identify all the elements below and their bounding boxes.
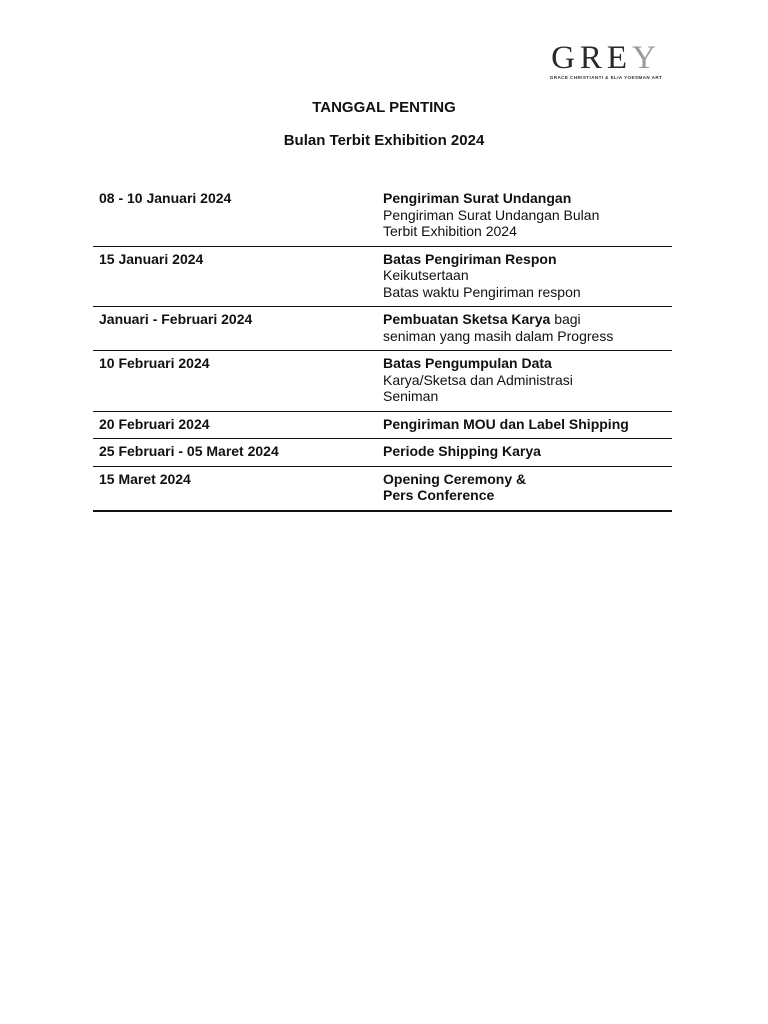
schedule-title: Batas Pengumpulan Data — [383, 355, 552, 371]
schedule-description — [383, 471, 672, 504]
logo-wordmark: GREY — [551, 40, 661, 76]
schedule-detail-line: Seniman — [383, 388, 439, 404]
schedule-description — [383, 443, 672, 460]
schedule-detail-line: Batas waktu Pengiriman respon — [383, 283, 581, 300]
schedule-description — [383, 416, 672, 433]
schedule-date: 15 Maret 2024 — [99, 470, 191, 487]
schedule-inline-text: bagi — [550, 311, 581, 327]
schedule-row — [93, 351, 672, 412]
schedule-date: 15 Januari 2024 — [99, 250, 204, 267]
schedule-detail-line: Karya/Sketsa dan Administrasi — [383, 371, 573, 388]
schedule-row — [93, 186, 672, 247]
schedule-title: Batas Pengiriman Respon — [383, 250, 557, 267]
schedule-title: Pengiriman Surat Undangan — [383, 190, 572, 206]
schedule-title: Periode Shipping Karya — [383, 443, 541, 459]
schedule-title: Pengiriman MOU dan Label Shipping — [383, 415, 629, 432]
schedule-title-continued: Pers Conference — [383, 487, 495, 503]
schedule-description — [383, 251, 672, 301]
schedule-description — [383, 355, 672, 405]
schedule-title: Opening Ceremony & — [383, 470, 527, 487]
schedule-date: 08 - 10 Januari 2024 — [99, 190, 232, 206]
schedule-detail-line: Terbit Exhibition 2024 — [383, 223, 517, 239]
schedule-detail-line: Pengiriman Surat Undangan Bulan — [383, 206, 600, 223]
schedule-row — [93, 439, 672, 467]
logo-tagline: GRACE CHRISTIANTI & ELIA YOESMAN ART — [549, 75, 663, 80]
schedule-table — [93, 186, 672, 512]
schedule-row — [93, 247, 672, 308]
schedule-row — [93, 307, 672, 351]
schedule-row — [93, 412, 672, 440]
page-title: TANGGAL PENTING — [312, 99, 456, 116]
schedule-detail-line: Keikutsertaan — [383, 267, 469, 283]
schedule-description — [383, 311, 672, 344]
schedule-date: 20 Februari 2024 — [99, 415, 210, 432]
schedule-date: 10 Februari 2024 — [99, 355, 210, 371]
schedule-description — [383, 190, 672, 240]
brand-logo — [546, 42, 666, 80]
schedule-title: Pembuatan Sketsa Karya — [383, 311, 551, 327]
schedule-row — [93, 467, 672, 512]
page-subtitle: Bulan Terbit Exhibition 2024 — [283, 132, 485, 149]
schedule-date: Januari - Februari 2024 — [99, 311, 253, 327]
schedule-date: 25 Februari - 05 Maret 2024 — [99, 443, 279, 459]
schedule-detail-line: seniman yang masih dalam Progress — [383, 327, 614, 344]
